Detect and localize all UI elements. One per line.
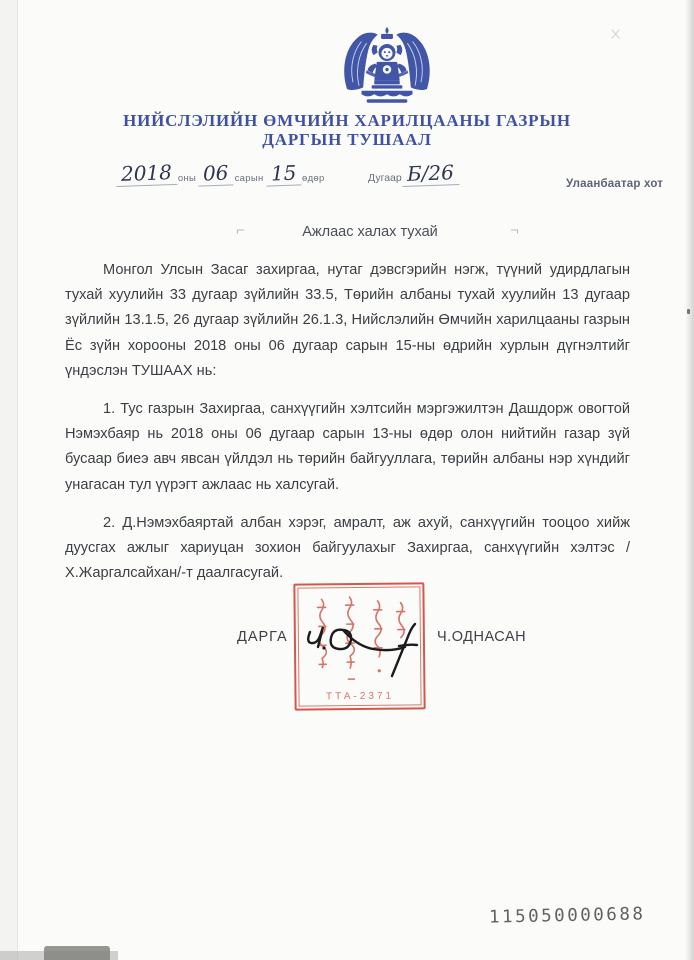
date-day-label: өдөр [301,173,325,184]
corner-bracket-left: ⌐ [236,222,245,239]
signer-name: Ч.ОДНАСАН [437,629,527,645]
date-year-handwritten: 2018 [116,161,178,187]
scan-edge-dot [687,309,690,314]
scan-speck-mark [610,28,622,40]
paragraph-item-2: 2. Д.Нэмэхбаяртай албан хэрэг, амралт, аж ахуй, санхүүгийн тооцоо хийж дуусгах ажлыг хариуцан зохион байгуулахыг Захиргаа, санхүүгийн хэлтэс /Х.Жаргалсайхан/-т даалгасугай. [65,514,630,582]
khangarid-emblem-icon [336,25,438,109]
stamp-code: ТТА-2371 [325,690,395,703]
dateline [0,160,694,206]
date-day-handwritten: 15 [265,161,301,186]
date-month-label: сарын [234,173,264,184]
document-serial-number: 115050000688 [488,904,646,928]
scan-bottom-left-blotch [44,946,110,960]
order-number-handwritten: Б/26 [401,161,459,187]
org-title-line1: НИЙСЛЭЛИЙН ӨМЧИЙН ХАРИЛЦААНЫ ГАЗРЫН [123,111,571,130]
signer-position-label: ДАРГА [237,629,288,645]
paragraph-item-1: 1. Тус газрын Захиргаа, санхүүгийн хэлтсийн мэргэжилтэн Дашдорж овогтой Нэмэхбаяр нь 2018 оны 06 дугаар сарын 13-ны өдөр олон нийтийн газар зүй бусаар биеэ авч явсан үйлдэл нь төрийн байгууллага, төрийн албаны нэр хүндийг унагасан тул үүрэгт ажлаас нь халсугай. [65,401,630,493]
org-title-line2: ДАРГЫН ТУШААЛ [262,130,432,149]
paragraph-preamble: Монгол Улсын Засаг захиргаа, нутаг дэвсгэрийн нэгж, түүний удирдлагын тухай хуулийн 33 дугаар зүйлийн 33.5, Төрийн албаны тухай хуулийн 13 дугаар зүйлийн 13.1.5, 26 дугаар зүйлийн 26.1.3, Нийслэлийн Өмчийн харилцааны газрын Ёс зүйн хорооны 2018 оны 06 дугаар сарын 15-ны өдрийн хурлын дүгнэлтийг үндэслэн ТУШААХ нь: [65,262,630,379]
org-title [0,111,694,149]
signature-scribble [296,606,446,686]
city-label: Улаанбаатар хот [566,178,664,190]
order-body [65,258,630,599]
subject-title: Ажлаас халах тухай [302,224,438,240]
order-number-label: Дугаар [368,172,402,184]
date-year-label: оны [177,173,197,184]
date-group [116,162,327,186]
subject-row [0,224,694,248]
date-month-handwritten: 06 [198,161,234,186]
order-number-group [368,162,459,186]
corner-bracket-right: ¬ [510,222,519,239]
